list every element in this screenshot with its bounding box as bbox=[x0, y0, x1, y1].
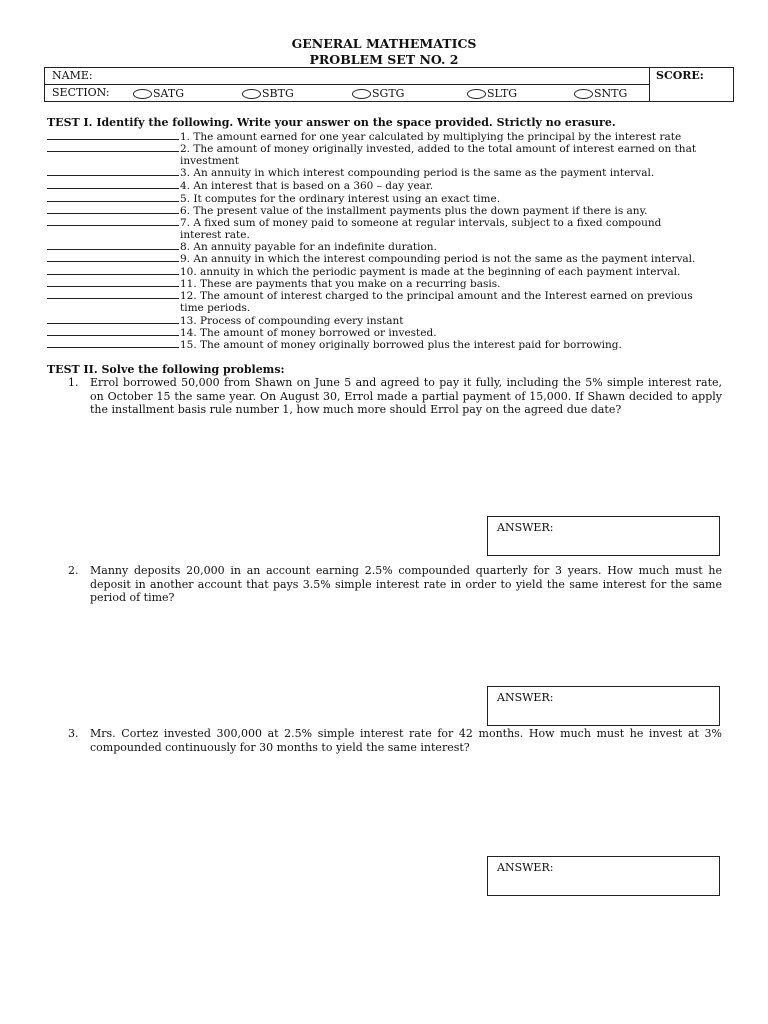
radio-oval-icon bbox=[133, 89, 152, 99]
test1-item: 1. The amount earned for one year calculated by multiplying the principal by the interest rate bbox=[47, 130, 727, 143]
answer-box-1[interactable] bbox=[487, 516, 720, 556]
test1-item: 8. An annuity payable for an indefinite duration. bbox=[47, 240, 727, 253]
answer-blank[interactable] bbox=[47, 338, 179, 348]
solution-space-2[interactable] bbox=[90, 610, 720, 680]
answer-label: ANSWER: bbox=[497, 861, 554, 874]
answer-blank[interactable] bbox=[47, 204, 179, 214]
test1-item: 15. The amount of money originally borrowed plus the interest paid for borrowing. bbox=[47, 338, 727, 351]
test1-item: 11. These are payments that you make on a recurring basis. bbox=[47, 277, 727, 290]
name-field[interactable] bbox=[105, 69, 645, 83]
score-label: SCORE: bbox=[656, 69, 704, 82]
section-label: SECTION: bbox=[52, 86, 110, 99]
test1-item: 14. The amount of money borrowed or invested. bbox=[47, 326, 727, 339]
answer-box-2[interactable] bbox=[487, 686, 720, 726]
answer-blank[interactable] bbox=[47, 289, 179, 299]
answer-label: ANSWER: bbox=[497, 691, 554, 704]
section-option-sgtg[interactable]: SGTG bbox=[352, 87, 404, 100]
test1-item: 3. An annuity in which interest compounding period is the same as the payment interval. bbox=[47, 166, 727, 179]
answer-box-3[interactable] bbox=[487, 856, 720, 896]
section-option-sbtg[interactable]: SBTG bbox=[242, 87, 294, 100]
test1-item: 6. The present value of the installment payments plus the down payment if there is any. bbox=[47, 204, 727, 217]
answer-blank[interactable] bbox=[47, 326, 179, 336]
answer-blank[interactable] bbox=[47, 179, 179, 189]
section-option-sntg[interactable]: SNTG bbox=[574, 87, 627, 100]
problem-3 bbox=[68, 727, 722, 754]
answer-blank[interactable] bbox=[47, 240, 179, 250]
problem-number: 2. bbox=[68, 564, 79, 577]
answer-blank[interactable] bbox=[47, 314, 179, 324]
test1-item: 7. A fixed sum of money paid to someone at regular intervals, subject to a fixed compound interest rate. bbox=[47, 216, 727, 241]
problem-number: 3. bbox=[68, 727, 79, 740]
answer-blank[interactable] bbox=[47, 166, 179, 176]
answer-blank[interactable] bbox=[47, 130, 179, 140]
answer-blank[interactable] bbox=[47, 142, 179, 152]
problem-text: Mrs. Cortez invested 300,000 at 2.5% simple interest rate for 42 months. How much must he invest at 3% compounded continuously for 30 months to yield the same interest? bbox=[90, 727, 722, 754]
row-divider bbox=[45, 84, 649, 85]
test1-item: 13. Process of compounding every instant bbox=[47, 314, 727, 327]
test2-heading: TEST II. Solve the following problems: bbox=[47, 363, 285, 376]
answer-label: ANSWER: bbox=[497, 521, 554, 534]
test1-item: 4. An interest that is based on a 360 – day year. bbox=[47, 179, 727, 192]
problem-number: 1. bbox=[68, 376, 79, 389]
problem-text: Errol borrowed 50,000 from Shawn on June 5 and agreed to pay it fully, including the 5% simple interest rate, on October 15 the same year. On August 30, Errol made a partial payment of 15,000. If Shawn decided to apply the installment basis rule number 1, how much more should Errol pay on the agreed due date? bbox=[90, 376, 722, 416]
answer-blank[interactable] bbox=[47, 265, 179, 275]
test1-item: 2. The amount of money originally invested, added to the total amount of interest earned on that investment bbox=[47, 142, 727, 167]
answer-blank[interactable] bbox=[47, 192, 179, 202]
test1-item: 5. It computes for the ordinary interest using an exact time. bbox=[47, 192, 727, 205]
test1-item: 10. annuity in which the periodic payment is made at the beginning of each payment interval. bbox=[47, 265, 727, 278]
test1-item: 9. An annuity in which the interest compounding period is not the same as the payment interval. bbox=[47, 252, 727, 265]
column-divider bbox=[649, 68, 650, 101]
document-title: GENERAL MATHEMATICS bbox=[291, 36, 477, 51]
problem-set-title: PROBLEM SET NO. 2 bbox=[309, 52, 459, 67]
problem-text: Manny deposits 20,000 in an account earning 2.5% compounded quarterly for 3 years. How much must he deposit in another account that pays 3.5% simple interest rate in order to yield the same interest for the same period of time? bbox=[90, 564, 722, 604]
radio-oval-icon bbox=[467, 89, 486, 99]
section-option-satg[interactable]: SATG bbox=[133, 87, 184, 100]
section-option-sltg[interactable]: SLTG bbox=[467, 87, 517, 100]
name-label: NAME: bbox=[52, 69, 93, 82]
test1-heading: TEST I. Identify the following. Write your answer on the space provided. Strictly no erasure. bbox=[47, 116, 616, 129]
radio-oval-icon bbox=[242, 89, 261, 99]
student-info-box bbox=[44, 67, 734, 102]
problem-2 bbox=[68, 564, 722, 605]
radio-oval-icon bbox=[352, 89, 371, 99]
score-field[interactable] bbox=[653, 84, 733, 101]
answer-blank[interactable] bbox=[47, 277, 179, 287]
test1-item: 12. The amount of interest charged to the principal amount and the Interest earned on previous time periods. bbox=[47, 289, 727, 314]
answer-blank[interactable] bbox=[47, 216, 179, 226]
solution-space-3[interactable] bbox=[90, 760, 720, 850]
solution-space-1[interactable] bbox=[90, 420, 720, 510]
problem-1 bbox=[68, 376, 722, 417]
answer-blank[interactable] bbox=[47, 252, 179, 262]
radio-oval-icon bbox=[574, 89, 593, 99]
